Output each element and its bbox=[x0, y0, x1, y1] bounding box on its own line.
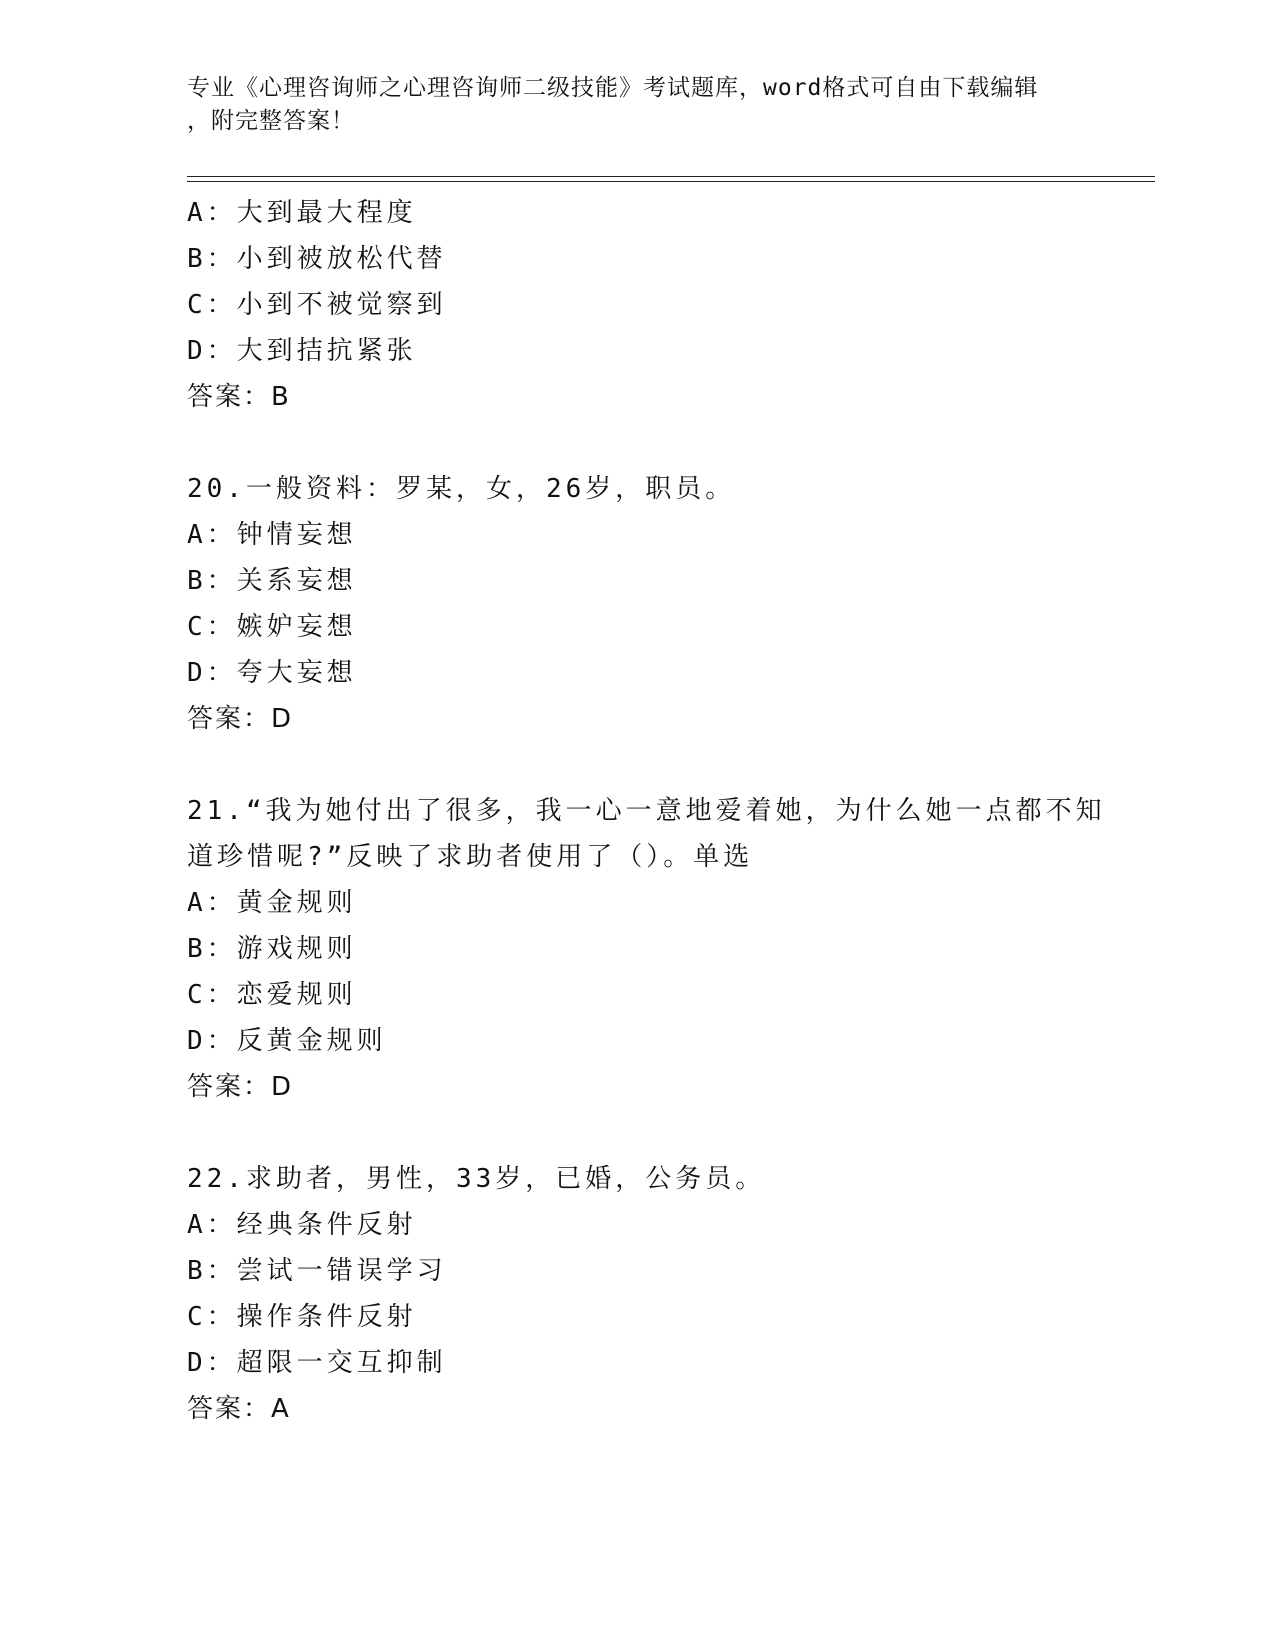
option-b: B：尝试一错误学习 bbox=[187, 1256, 447, 1286]
spacer bbox=[187, 1110, 1087, 1156]
answer: 答案：D bbox=[187, 704, 294, 734]
option-c: C：操作条件反射 bbox=[187, 1302, 417, 1332]
question-list bbox=[187, 190, 1106, 1432]
option-a: A：钟情妄想 bbox=[187, 520, 357, 550]
question-21 bbox=[187, 788, 1106, 1110]
question-stem: 20.一般资料：罗某，女，26岁，职员。 bbox=[187, 474, 736, 504]
option-b: B：关系妄想 bbox=[187, 566, 357, 596]
header-line-2: ，附完整答案！ bbox=[187, 108, 355, 134]
option-d: D：大到拮抗紧张 bbox=[187, 336, 417, 366]
option-c: C：恋爱规则 bbox=[187, 980, 357, 1010]
option-a: A：大到最大程度 bbox=[187, 198, 417, 228]
option-b: B：游戏规则 bbox=[187, 934, 357, 964]
answer: 答案：D bbox=[187, 1072, 294, 1102]
header-rule-top bbox=[187, 176, 1155, 177]
answer: 答案：A bbox=[187, 1394, 291, 1424]
option-d: D：反黄金规则 bbox=[187, 1026, 387, 1056]
answer: 答案：B bbox=[187, 382, 291, 412]
question-stem-line-2: 道珍惜呢?”反映了求助者使用了（）。单选 bbox=[187, 842, 754, 872]
option-c: C：嫉妒妄想 bbox=[187, 612, 357, 642]
option-a: A：黄金规则 bbox=[187, 888, 357, 918]
option-d: D：夸大妄想 bbox=[187, 658, 357, 688]
option-b: B：小到被放松代替 bbox=[187, 244, 447, 274]
question-stem: 22.求助者，男性，33岁，已婚，公务员。 bbox=[187, 1164, 766, 1194]
question-20 bbox=[187, 466, 1087, 742]
option-a: A：经典条件反射 bbox=[187, 1210, 417, 1240]
header-rule-bottom bbox=[187, 181, 1155, 182]
question-stem-line-1: 21.“我为她付出了很多，我一心一意地爱着她，为什么她一点都不知 bbox=[187, 796, 1106, 826]
question-19-remainder bbox=[187, 190, 1087, 420]
header-line-1: 专业《心理咨询师之心理咨询师二级技能》考试题库，word格式可自由下载编辑 bbox=[187, 75, 1039, 101]
question-22 bbox=[187, 1156, 1087, 1432]
spacer bbox=[187, 420, 1087, 466]
spacer bbox=[187, 742, 1087, 788]
document-header bbox=[187, 72, 1067, 138]
option-c: C：小到不被觉察到 bbox=[187, 290, 447, 320]
option-d: D：超限一交互抑制 bbox=[187, 1348, 447, 1378]
